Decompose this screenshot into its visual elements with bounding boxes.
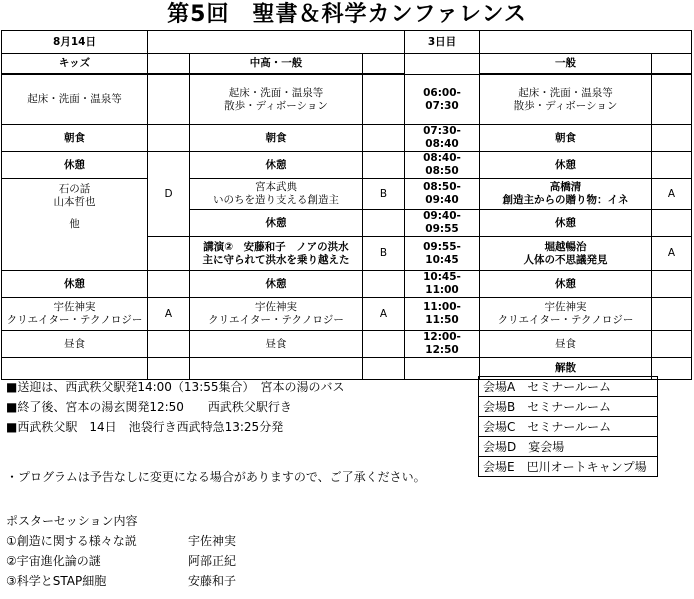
mid-cell: 休憩 xyxy=(190,210,363,237)
venue-cell: A xyxy=(148,298,190,331)
table-row xyxy=(2,298,692,331)
schedule-body xyxy=(1,74,692,380)
right-cell xyxy=(480,179,652,210)
venue-cell xyxy=(148,125,190,152)
venue-cell xyxy=(148,271,190,298)
time-cell: 06:00-07:30 xyxy=(405,75,480,125)
col-header-mid: 中高・一般 xyxy=(190,54,363,74)
venue-cell xyxy=(652,271,692,298)
venue-item: 会場B セミナールーム xyxy=(479,397,658,417)
kids-line: 石の話 xyxy=(58,183,91,195)
poster-item xyxy=(6,571,236,591)
poster-topic: ②宇宙進化論の謎 xyxy=(6,554,101,568)
date-right: 3日目 xyxy=(405,31,480,54)
date-blank-right xyxy=(480,31,692,54)
mid-line: 宮本武典 xyxy=(255,181,297,193)
venue-cell xyxy=(652,298,692,331)
venue-cell: A xyxy=(652,237,692,271)
table-row xyxy=(2,179,692,210)
table-row xyxy=(2,75,692,125)
col-header-kids: キッズ xyxy=(2,54,148,74)
time-cell: 12:00-12:50 xyxy=(405,331,480,358)
venue-cell xyxy=(652,75,692,125)
venue-list xyxy=(478,376,658,477)
poster-heading: ポスターセッション内容 xyxy=(6,514,138,528)
col-header-right: 一般 xyxy=(480,54,652,74)
poster-item xyxy=(6,551,236,571)
right-cell: 朝食 xyxy=(480,125,652,152)
venue-cell xyxy=(148,331,190,358)
disclaimer: ・プログラムは予告なしに変更になる場合がありますので、ご了承ください。 xyxy=(6,470,426,484)
poster-presenter: 宇佐神実 xyxy=(188,534,237,548)
mid-line: 主に守られて洪水を乗り越えた xyxy=(202,253,350,266)
right-line: 高橋清 xyxy=(549,181,582,193)
venue-cell: B xyxy=(363,179,405,210)
right-cell xyxy=(480,75,652,125)
right-line: 散歩・ディボーション xyxy=(513,99,618,112)
time-cell: 08:40-08:50 xyxy=(405,152,480,179)
right-line: 起床・洗面・温泉等 xyxy=(518,86,613,99)
venue-cell xyxy=(363,75,405,125)
venue-item: 会場D 宴会場 xyxy=(479,437,658,457)
venue-item: 会場A セミナールーム xyxy=(479,377,658,397)
time-cell: 09:40-09:55 xyxy=(405,210,480,237)
right-cell: 休憩 xyxy=(480,152,652,179)
venue-cell xyxy=(363,358,405,380)
venue-cell xyxy=(148,237,190,271)
transport-notes xyxy=(6,377,345,437)
schedule-table xyxy=(1,30,692,74)
note-line: ■西武秩父駅 14日 池袋行き西武特急13:25分発 xyxy=(6,420,284,434)
poster-presenter: 安藤和子 xyxy=(188,574,237,588)
venue-cell xyxy=(363,152,405,179)
mid-line: クリエイター・テクノロジー xyxy=(208,314,344,326)
venue-cell xyxy=(652,210,692,237)
kids-line: クリエイター・テクノロジー xyxy=(6,314,143,326)
page-title: 第5回 聖書＆科学カンファレンス xyxy=(167,2,527,27)
mid-cell xyxy=(190,237,363,271)
date-row xyxy=(2,31,692,54)
venue-cell: A xyxy=(363,298,405,331)
right-line: 堀越暢治 xyxy=(544,240,587,253)
mid-line: いのちを造り支える創造主 xyxy=(213,194,339,206)
mid-cell xyxy=(190,298,363,331)
table-row xyxy=(2,125,692,152)
date-blank xyxy=(148,31,405,54)
venue-cell: D xyxy=(148,152,190,237)
kids-cell: 休憩 xyxy=(2,152,148,179)
time-cell: 11:00-11:50 xyxy=(405,298,480,331)
venue-cell xyxy=(363,271,405,298)
venue-item: 会場E 巴川オートキャンプ場 xyxy=(479,457,658,477)
right-cell xyxy=(480,298,652,331)
time-cell: 09:55-10:45 xyxy=(405,237,480,271)
right-line: 創造主からの贈り物：イネ xyxy=(502,194,629,206)
note-line: ■送迎は、西武秩父駅発14:00（13:55集合） 宮本の湯のバス xyxy=(6,380,345,394)
venue-item: 会場C セミナールーム xyxy=(479,417,658,437)
right-line: クリエイター・テクノロジー xyxy=(497,314,634,326)
mid-cell xyxy=(190,75,363,125)
poster-item xyxy=(6,531,236,551)
time-cell: 07:30-08:40 xyxy=(405,125,480,152)
date-left: 8月14日 xyxy=(2,31,148,54)
kids-cell: 朝食 xyxy=(2,125,148,152)
time-cell xyxy=(405,358,480,380)
kids-cell xyxy=(2,298,148,331)
right-cell: 解散 xyxy=(480,358,652,380)
right-cell: 休憩 xyxy=(480,210,652,237)
mid-cell: 休憩 xyxy=(190,152,363,179)
right-cell xyxy=(480,237,652,271)
venue-cell xyxy=(652,125,692,152)
header-row xyxy=(2,54,692,74)
venue-cell xyxy=(363,125,405,152)
venue-cell xyxy=(652,152,692,179)
right-cell: 昼食 xyxy=(480,331,652,358)
col-header-venue-right xyxy=(652,54,692,74)
kids-cell: 休憩 xyxy=(2,271,148,298)
mid-cell: 昼食 xyxy=(190,331,363,358)
kids-cell xyxy=(2,179,148,271)
right-line: 宇佐神実 xyxy=(544,301,587,313)
mid-line: 散歩・ディボーション xyxy=(224,99,328,112)
mid-cell: 休憩 xyxy=(190,271,363,298)
time-column-gap xyxy=(405,54,480,74)
mid-cell xyxy=(190,179,363,210)
venue-cell: A xyxy=(652,179,692,210)
mid-line: 講演② 安藤和子 ノアの洪水 xyxy=(203,240,349,253)
poster-presenter: 阿部正紀 xyxy=(188,554,237,568)
col-header-venue-mid xyxy=(363,54,405,74)
time-cell: 08:50-09:40 xyxy=(405,179,480,210)
venue-cell xyxy=(652,331,692,358)
mid-line: 宇佐神実 xyxy=(255,301,297,313)
table-row xyxy=(2,271,692,298)
kids-cell: 起床・洗面・温泉等 xyxy=(2,75,148,125)
note-line: ■終了後、宮本の湯玄関発12:50 西武秩父駅行き xyxy=(6,400,292,414)
time-cell: 10:45-11:00 xyxy=(405,271,480,298)
right-line: 人体の不思議発見 xyxy=(523,253,608,266)
table-row xyxy=(2,152,692,179)
poster-session xyxy=(6,511,236,591)
kids-line: 山本哲也 xyxy=(53,196,96,208)
right-cell: 休憩 xyxy=(480,271,652,298)
mid-line: 起床・洗面・温泉等 xyxy=(228,86,324,99)
venue-cell: B xyxy=(363,237,405,271)
poster-topic: ①創造に関する様々な説 xyxy=(6,534,137,548)
table-row xyxy=(2,331,692,358)
kids-line: 宇佐神実 xyxy=(53,301,96,313)
poster-topic: ③科学とSTAP細胞 xyxy=(6,574,107,588)
col-header-venue-kids xyxy=(148,54,190,74)
venue-cell xyxy=(363,210,405,237)
kids-cell: 昼食 xyxy=(2,331,148,358)
venue-cell xyxy=(363,331,405,358)
kids-line: 他 xyxy=(69,218,80,230)
venue-cell xyxy=(148,75,190,125)
mid-cell: 朝食 xyxy=(190,125,363,152)
